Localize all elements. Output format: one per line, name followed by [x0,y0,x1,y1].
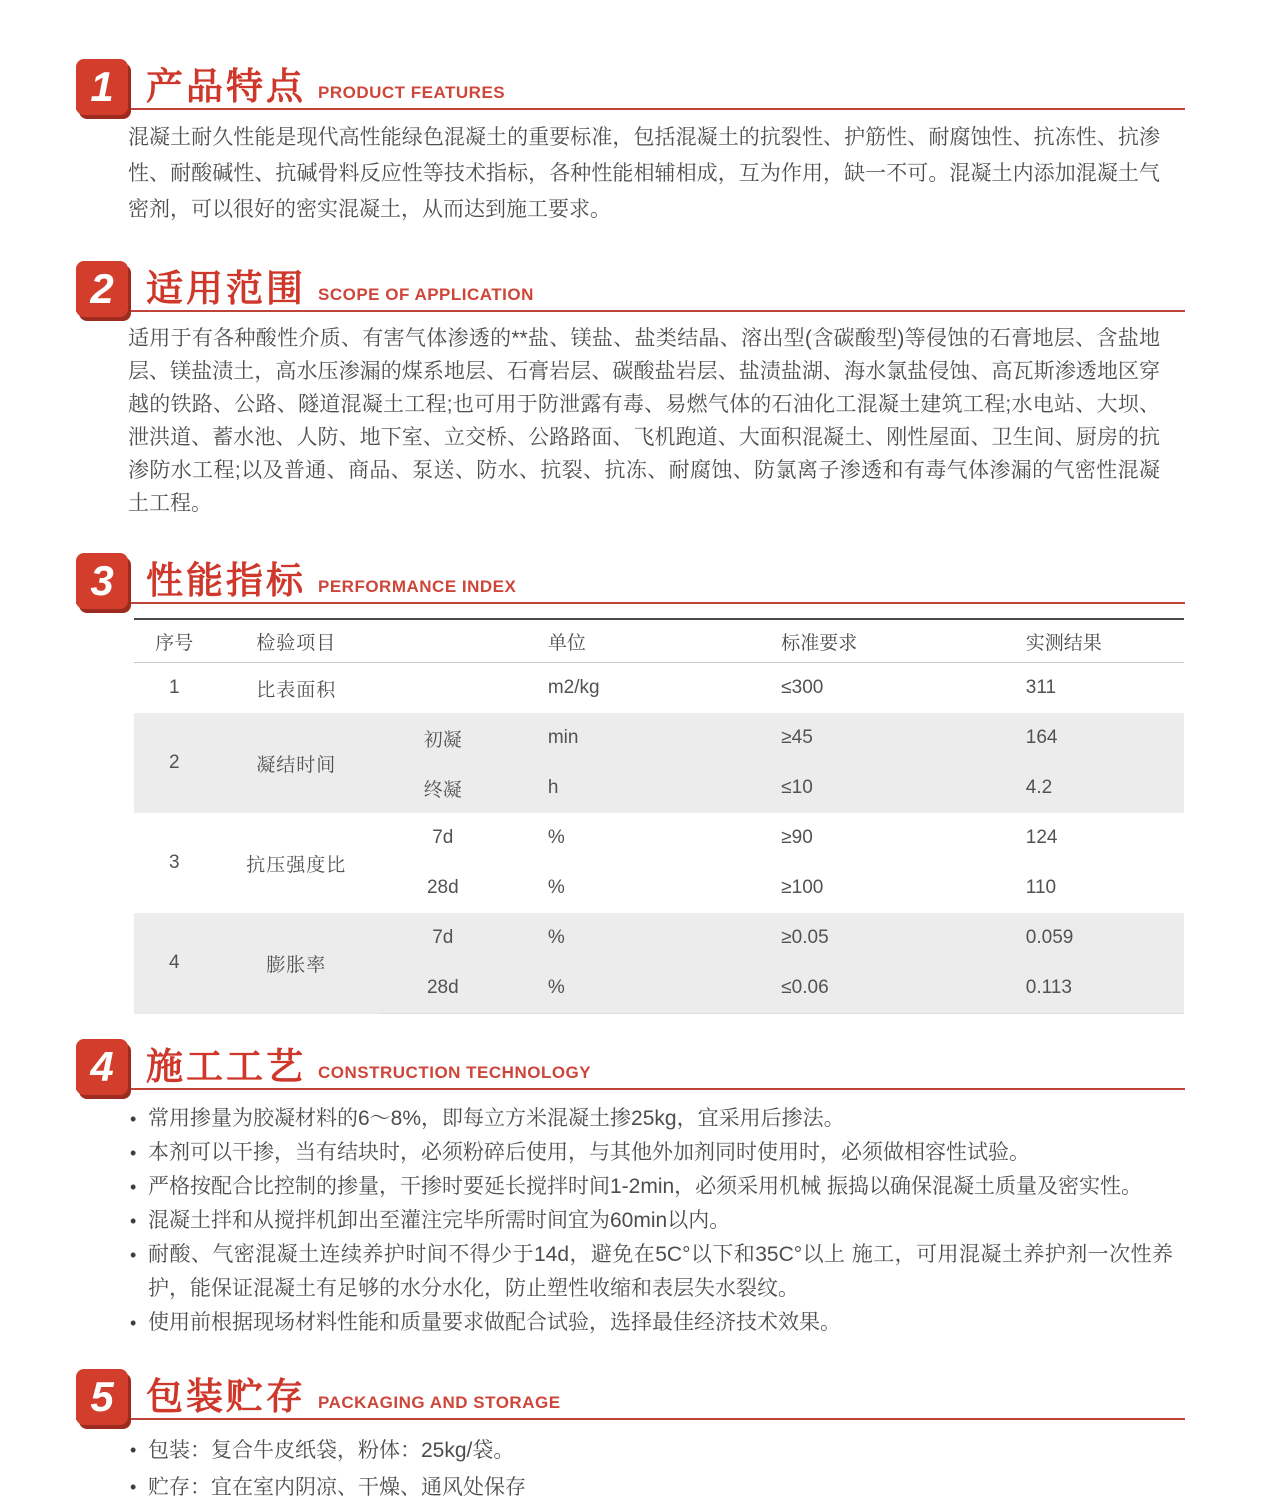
section-number-badge [76,59,128,115]
table-row [134,713,1184,763]
cell-unit: min [547,727,579,748]
bullet-item: • 混凝土拌和从搅拌机卸出至灌注完毕所需时间宜为60min以内。 [128,1204,1173,1238]
cell-result: 110 [1025,877,1057,898]
cell-unit: % [547,827,565,848]
cell-standard: ≥0.05 [781,927,829,948]
cell-sub: 28d [426,877,459,898]
section-title-zh: 包装贮存 [146,1376,306,1417]
bullet-item: • 本剂可以干掺，当有结块时，必须粉碎后使用，与其他外加剂同时使用时，必须做相容性试验。 [128,1136,1173,1170]
header-unit: 单位 [508,619,741,663]
section-title-en: PRODUCT FEATURES [318,83,506,102]
cell-no: 1 [169,677,180,698]
packaging-bullet-list [128,1432,1173,1506]
section-header-scope [76,252,1185,312]
cell-no: 2 [169,752,180,773]
cell-sub: 7d [432,927,454,948]
bullet-item: • 耐酸、气密混凝土连续养护时间不得少于14d，避免在5C°以下和35C°以上 施工，可用混凝土养护剂一次性养护，能保证混凝土有足够的水分水化，防止塑性收缩和表层失水裂纹。 [128,1238,1173,1306]
table-row [134,813,1184,863]
cell-result: 311 [1025,677,1057,698]
bullet-item: • 常用掺量为胶凝材料的6～8%，即每立方米混凝土掺25kg，宜采用后掺法。 [128,1102,1173,1136]
cell-standard: ≤10 [781,777,813,798]
section-header-construction [76,1030,1185,1090]
cell-standard: ≥100 [781,877,824,898]
cell-item: 膨胀率 [266,954,327,976]
cell-no: 3 [169,852,180,873]
section-number-badge [76,1039,128,1095]
bullet-item: • 贮存：宜在室内阴凉、干燥、通风处保存 [128,1469,1173,1506]
header-no: 序号 [134,619,215,663]
table-row [134,913,1184,963]
section-title-zh: 施工工艺 [146,1046,306,1087]
cell-standard: ≥45 [781,727,813,748]
section-title-en: CONSTRUCTION TECHNOLOGY [318,1063,592,1082]
cell-unit: % [508,963,741,1014]
section-number-badge [76,261,128,317]
cell-no: 4 [169,952,180,974]
header-sub [378,619,508,663]
cell-item: 抗压强度比 [246,854,347,876]
section-title-en: PERFORMANCE INDEX [318,577,517,596]
section-header-packaging [76,1360,1185,1420]
cell-unit: % [547,927,565,948]
header-result: 实测结果 [996,619,1184,663]
performance-index-table [134,618,1184,1014]
section-title-zh: 适用范围 [146,268,306,309]
bullet-item: • 严格按配合比控制的掺量，干掺时要延长搅拌时间1-2min，必须采用机械 振捣以确保混凝土质量及密实性。 [128,1170,1173,1204]
product-features-paragraph: 混凝土耐久性能是现代高性能绿色混凝土的重要标准，包括混凝土的抗裂性、护筋性、耐腐蚀性、抗冻性、抗渗性、耐酸碱性、抗碱骨料反应性等技术指标，各种性能相辅相成，互为作用，缺一不可。混凝土内添加混凝土气密剂，可以很好的密实混凝土，从而达到施工要求。 [128,126,1160,221]
section-number: 5 [90,1373,114,1420]
section-title-en: SCOPE OF APPLICATION [318,285,534,304]
cell-result: 164 [1025,727,1058,748]
cell-result: 4.2 [1025,777,1053,798]
cell-result: 0.059 [1025,927,1074,948]
cell-sub: 7d [432,827,454,848]
cell-unit: h [547,777,559,798]
scope-paragraph: 适用于有各种酸性介质、有害气体渗透的**盐、镁盐、盐类结晶、溶出型(含碳酸型)等侵蚀的石膏地层、含盐地层、镁盐渍土，高水压渗漏的煤系地层、石膏岩层、碳酸盐岩层、盐渍盐湖、海水氯盐侵蚀、高瓦斯渗透地区穿越的铁路、公路、隧道混凝土工程;也可用于防泄露有毒、易燃气体的石油化工混凝土建筑工程;水电站、大坝、泄洪道、蓄水池、人防、地下室、立交桥、公路路面、飞机跑道、大面积混凝土、刚性屋面、卫生间、厨房的抗渗防水工程;以及普通、商品、泵送、防水、抗裂、抗冻、耐腐蚀、防氯离子渗透和有毒气体渗漏的气密性混凝土工程。 [128,327,1160,515]
table-header-row [134,619,1184,663]
construction-bullet-list [128,1102,1173,1340]
section-header-performance-index [76,544,1185,604]
cell-unit: % [547,877,565,898]
table-row [134,663,1184,714]
section-number: 2 [90,265,114,312]
section-header-product-features [76,50,1185,110]
section-number-badge [76,1369,128,1425]
section-title-zh: 性能指标 [146,560,306,601]
bullet-item: • 使用前根据现场材料性能和质量要求做配合试验，选择最佳经济技术效果。 [128,1306,1173,1340]
bullet-item: • 包装：复合牛皮纸袋，粉体：25kg/袋。 [128,1432,1173,1469]
header-standard: 标准要求 [741,619,996,663]
cell-result: 0.113 [996,963,1184,1014]
section-number-badge [76,553,128,609]
cell-item: 凝结时间 [256,754,337,776]
cell-result: 124 [1025,827,1058,848]
section-number: 1 [90,63,114,110]
cell-item: 比表面积 [256,679,337,701]
section-number: 3 [90,557,114,604]
header-item: 检验项目 [215,619,378,663]
cell-sub: 初凝 [423,729,462,751]
cell-unit: m2/kg [547,677,600,698]
cell-sub: 终凝 [423,779,462,801]
cell-standard: ≤300 [781,677,824,698]
cell-standard: ≥90 [781,827,813,848]
section-title-zh: 产品特点 [146,66,306,107]
section-number: 4 [90,1043,114,1090]
cell-sub: 28d [378,963,508,1014]
section-title-en: PACKAGING AND STORAGE [318,1393,561,1412]
cell-sub [378,663,508,714]
cell-standard: ≤0.06 [741,963,996,1014]
